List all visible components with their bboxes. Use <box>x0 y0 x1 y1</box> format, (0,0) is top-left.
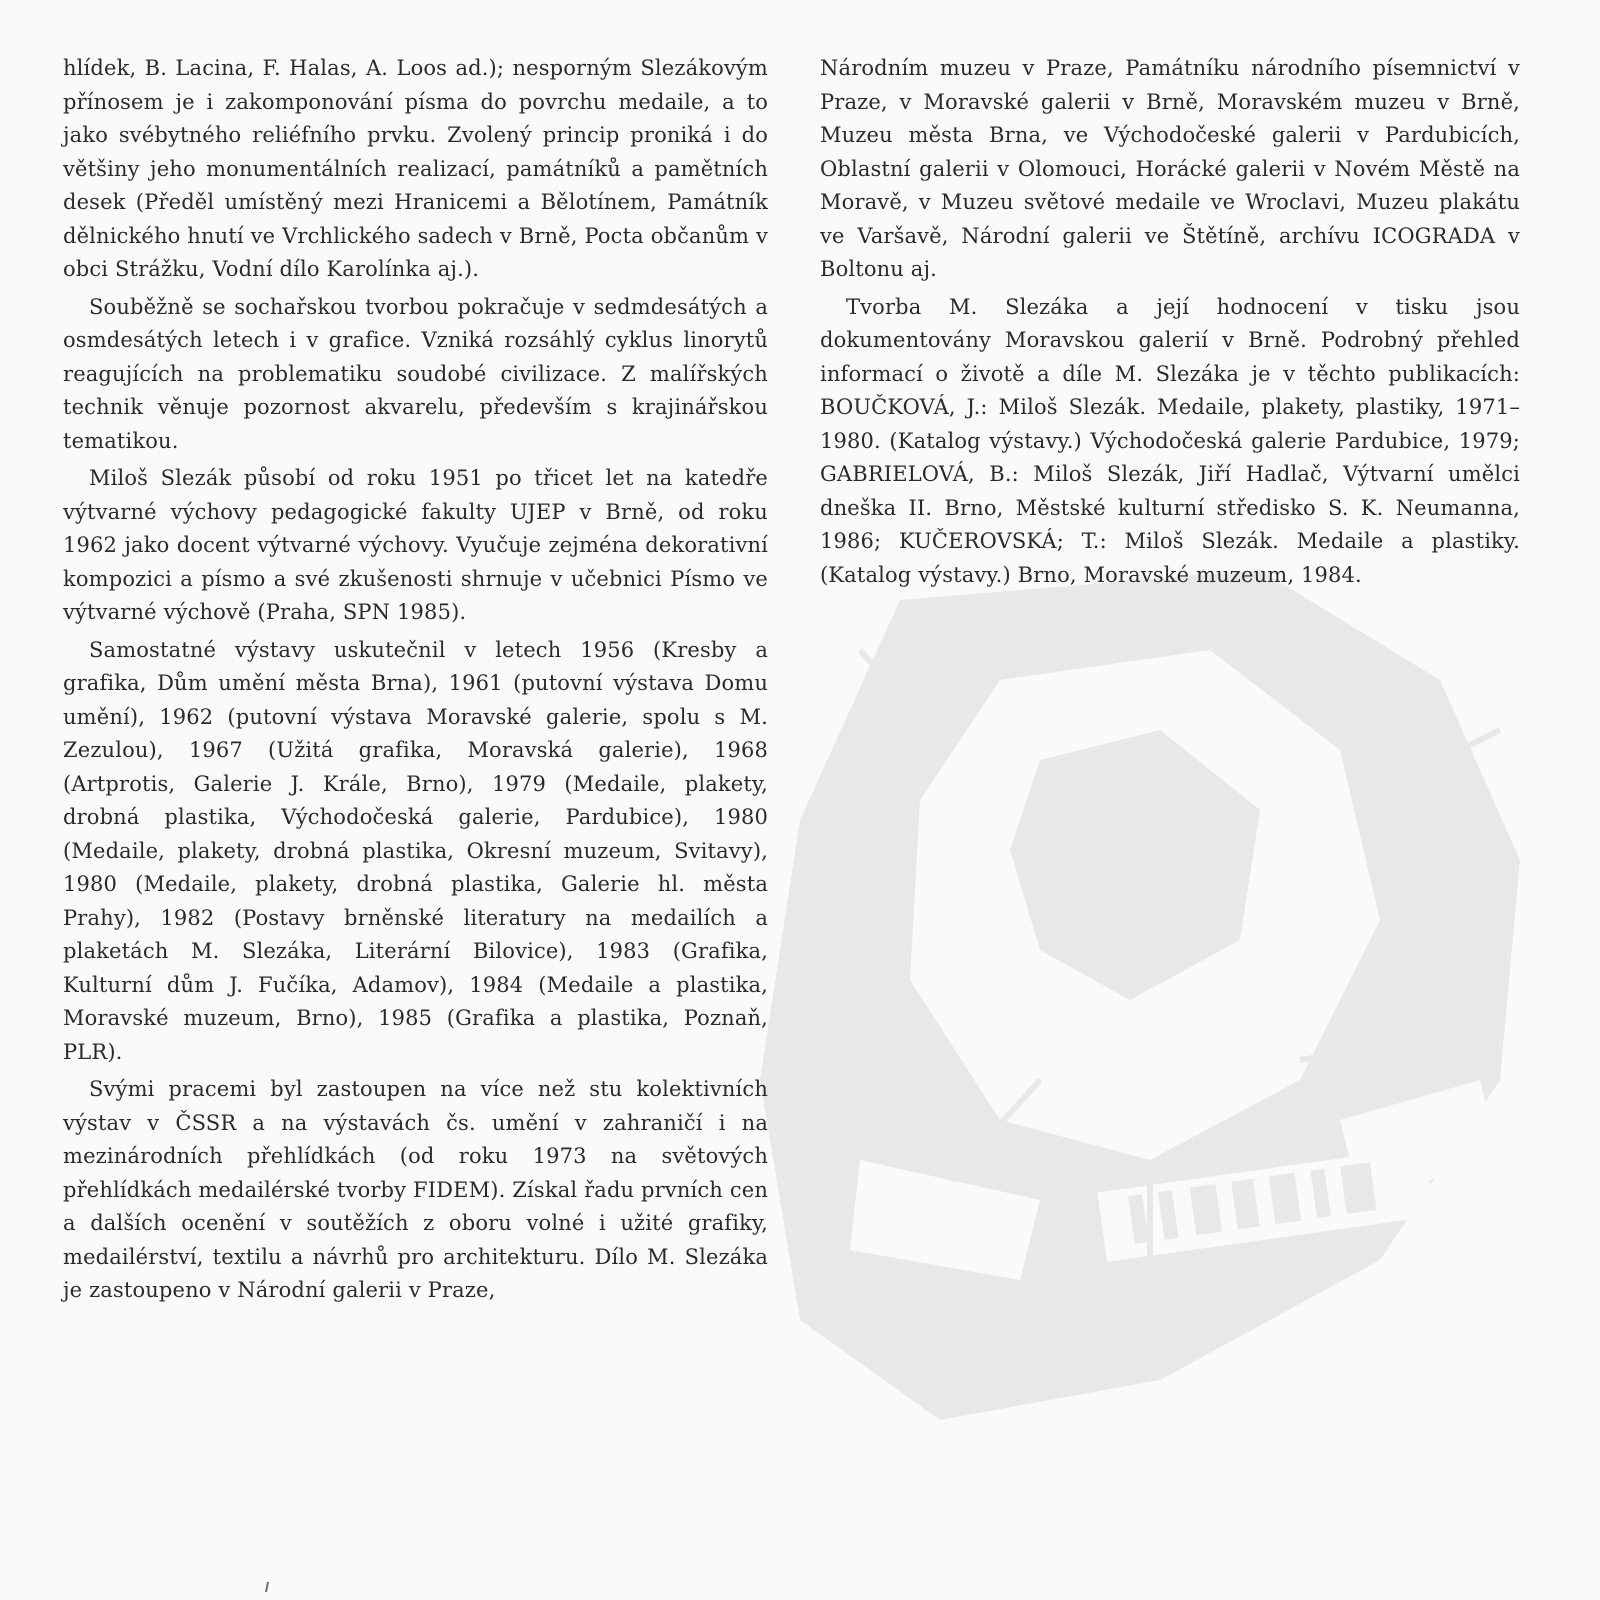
paragraph: Miloš Slezák působí od roku 1951 po třicet let na katedře výtvarné výchovy pedagogické fakulty UJEP v Brně, od roku 1962 jako docent výtvarné výchovy. Vyučuje zejména dekorativní kompozici a písmo a své zkušenosti shrnuje v učebnici Písmo ve výtvarné výchově (Praha, SPN 1985). <box>63 466 768 624</box>
right-text-column <box>820 52 1520 596</box>
faded-linocut-illustration <box>740 560 1560 1460</box>
left-text-column <box>63 52 768 1312</box>
paragraph: hlídek, B. Lacina, F. Halas, A. Loos ad.); nesporným Slezákovým přínosem je i zakomponování písma do povrchu medaile, a to jako svébytného reliéfního prvku. Zvolený princip proniká i do většiny jeho monumentálních realizací, památníků a pamětních desek (Předěl umístěný mezi Hranicemi a Bělotínem, Památník dělnického hnutí ve Vrchlického sadech v Brně, Pocta občanům v obci Strážku, Vodní dílo Karolínka aj.). <box>63 56 768 281</box>
paragraph: Svými pracemi byl zastoupen na více než stu kolektivních výstav v ČSSR a na výstavách čs. umění v zahraničí i na mezinárodních přehlídkách (od roku 1973 na světových přehlídkách medailérské tvorby FIDEM). Získal řadu prvních cen a dalších ocenění v soutěžích z oboru volné i užité grafiky, medailérství, textilu a návrhů pro architekturu. Dílo M. Slezáka je zastoupeno v Národní galerii v Praze, <box>63 1077 768 1302</box>
paragraph: Samostatné výstavy uskutečnil v letech 1956 (Kresby a grafika, Dům umění města Brna), 1961 (putovní výstava Domu umění), 1962 (putovní výstava Moravské galerie, spolu s M. Zezulou), 1967 (Užitá grafika, Moravská galerie), 1968 (Artprotis, Galerie J. Krále, Brno), 1979 (Medaile, plakety, drobná plastika, Východočeská galerie, Pardubice), 1980 (Medaile, plakety, drobná plastika, Okresní muzeum, Svitavy), 1980 (Medaile, plakety, drobná plastika, Galerie hl. města Prahy), 1982 (Postavy brněnské literatury na medailích a plaketách M. Slezáka, Literární Bilovice), 1983 (Grafika, Kulturní dům J. Fučíka, Adamov), 1984 (Medaile a plastika, Moravské muzeum, Brno), 1985 (Grafika a plastika, Poznaň, PLR). <box>63 637 768 1064</box>
paragraph: Tvorba M. Slezáka a její hodnocení v tisku jsou dokumentovány Moravskou galerií v Brně. Podrobný přehled informací o životě a díle M. Slezáka je v těchto publikacích: BOUČKOVÁ, J.: Miloš Slezák. Medaile, plakety, plastiky, 1971–1980. (Katalog výstavy.) Východočeská galerie Pardubice, 1979; GABRIELOVÁ, B.: Miloš Slezák, Jiří Hadlač, Výtvarní umělci dneška II. Brno, Městské kulturní středisko S. K. Neumanna, 1986; KUČEROVSKÁ; T.: Miloš Slezák. Medaile a plastiky. (Katalog výstavy.) Brno, Moravské muzeum, 1984. <box>820 294 1520 587</box>
page-mark <box>265 1582 269 1592</box>
paragraph: Národním muzeu v Praze, Památníku národního písemnictví v Praze, v Moravské galerii v Brně, Moravském muzeu v Brně, Muzeu města Brna, ve Východočeské galerii v Pardubicích, Oblastní galerii v Olomouci, Horácké galerii v Novém Městě na Moravě, v Muzeu světové medaile ve Wroclavi, Muzeu plakátu ve Varšavě, Národní galerii ve Štětíně, archívu ICOGRADA v Boltonu aj. <box>820 56 1520 281</box>
paragraph: Souběžně se sochařskou tvorbou pokračuje v sedmdesátých a osmdesátých letech i v grafice. Vzniká rozsáhlý cyklus linorytů reagujících na problematiku soudobé civilizace. Z malířských technik věnuje pozornost akvarelu, především s krajinářskou tematikou. <box>63 294 768 453</box>
